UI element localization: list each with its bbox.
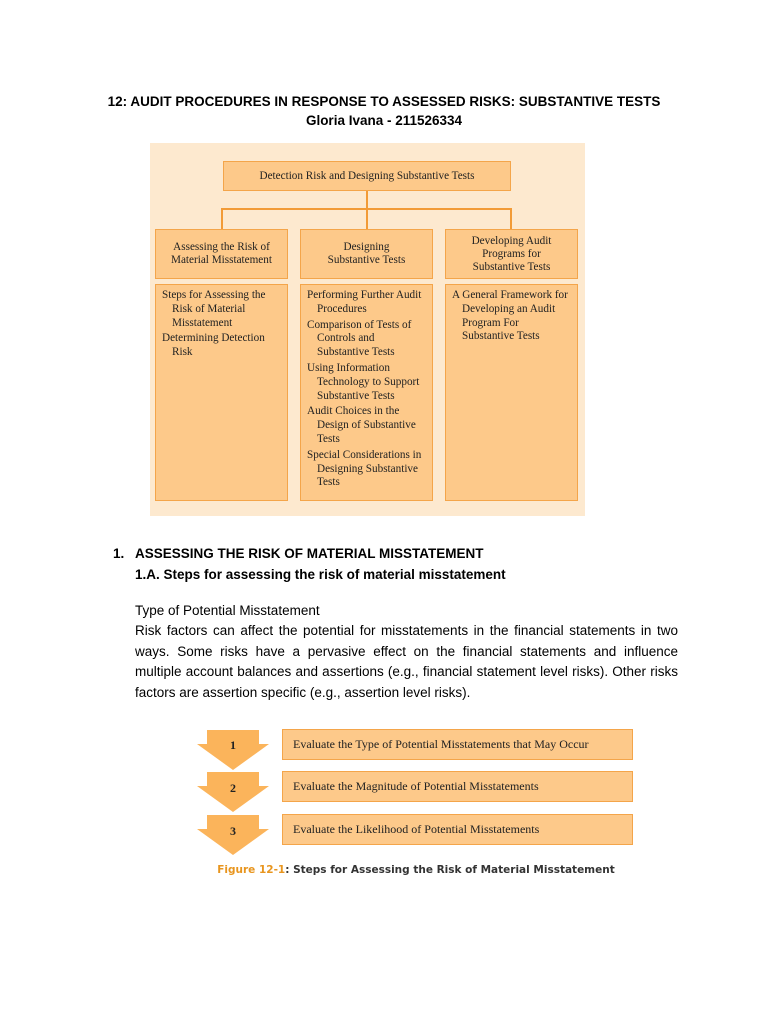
step-box: Evaluate the Magnitude of Potential Misstatements: [282, 771, 633, 802]
document-title: 12: AUDIT PROCEDURES IN RESPONSE TO ASSESSED RISKS: SUBSTANTIVE TESTS: [107, 94, 661, 109]
step-number: 1: [230, 738, 236, 752]
column-heading-assessing: [155, 229, 288, 279]
column-heading-designing: [300, 229, 433, 279]
figure-label: Figure 12-1: [217, 864, 286, 876]
connector-line: [366, 208, 368, 229]
figure-caption: [0, 864, 768, 876]
list-item: Steps for Assessing the Risk of Material Misstatement: [162, 289, 266, 329]
column-heading-developing: [445, 229, 578, 279]
list-item: Determining Detection Risk: [162, 332, 265, 359]
figure-caption-text: : Steps for Assessing the Risk of Material Misstatement: [285, 864, 615, 876]
step-box: Evaluate the Likelihood of Potential Misstatements: [282, 814, 633, 845]
section-number: 1.: [113, 546, 125, 561]
section-title: ASSESSING THE RISK OF MATERIAL MISSTATEMENT: [135, 546, 484, 561]
list-item: Comparison of Tests of Controls and Substantive Tests: [307, 318, 412, 359]
connector-line: [221, 208, 223, 229]
list-item: Audit Choices in the Design of Substantive Tests: [307, 405, 416, 445]
step-number: 2: [230, 781, 236, 795]
column-list-assessing: [155, 284, 288, 501]
step-box: Evaluate the Type of Potential Misstatements that May Occur: [282, 729, 633, 760]
column-heading-text: Designing Substantive Tests: [327, 241, 406, 266]
column-list-developing: [445, 284, 578, 501]
diagram-top-box: Detection Risk and Designing Substantive Tests: [223, 161, 511, 191]
step-number: 3: [230, 824, 236, 838]
list-item: A General Framework for Developing an Audit Program For Substantive Tests: [452, 289, 568, 343]
list-item: Using Information Technology to Support Substantive Tests: [307, 361, 420, 402]
list-item: Special Considerations in Designing Substantive Tests: [307, 448, 422, 489]
list-item: Performing Further Audit Procedures: [307, 289, 422, 315]
connector-line: [366, 191, 368, 209]
author-line: Gloria Ivana - 211526334: [305, 113, 463, 128]
column-list-designing: [300, 284, 433, 501]
section-heading: [113, 546, 484, 561]
body-paragraph: Risk factors can affect the potential for misstatements in the financial statements in two ways. Some risks have a pervasive effect on the financial statements and influence multiple account balances and assertions (e.g., financial statement level risks). Other risks factors are assertion specific (e.g., assertion level risks).: [135, 623, 678, 700]
subsection-heading: 1.A. Steps for assessing the risk of material misstatement: [135, 567, 506, 582]
paragraph-title: Type of Potential Misstatement: [135, 603, 320, 618]
column-heading-text: Developing Audit Programs for Substantive Tests: [471, 234, 552, 273]
connector-line: [510, 208, 512, 229]
column-heading-text: Assessing the Risk of Material Misstatement: [171, 241, 272, 266]
